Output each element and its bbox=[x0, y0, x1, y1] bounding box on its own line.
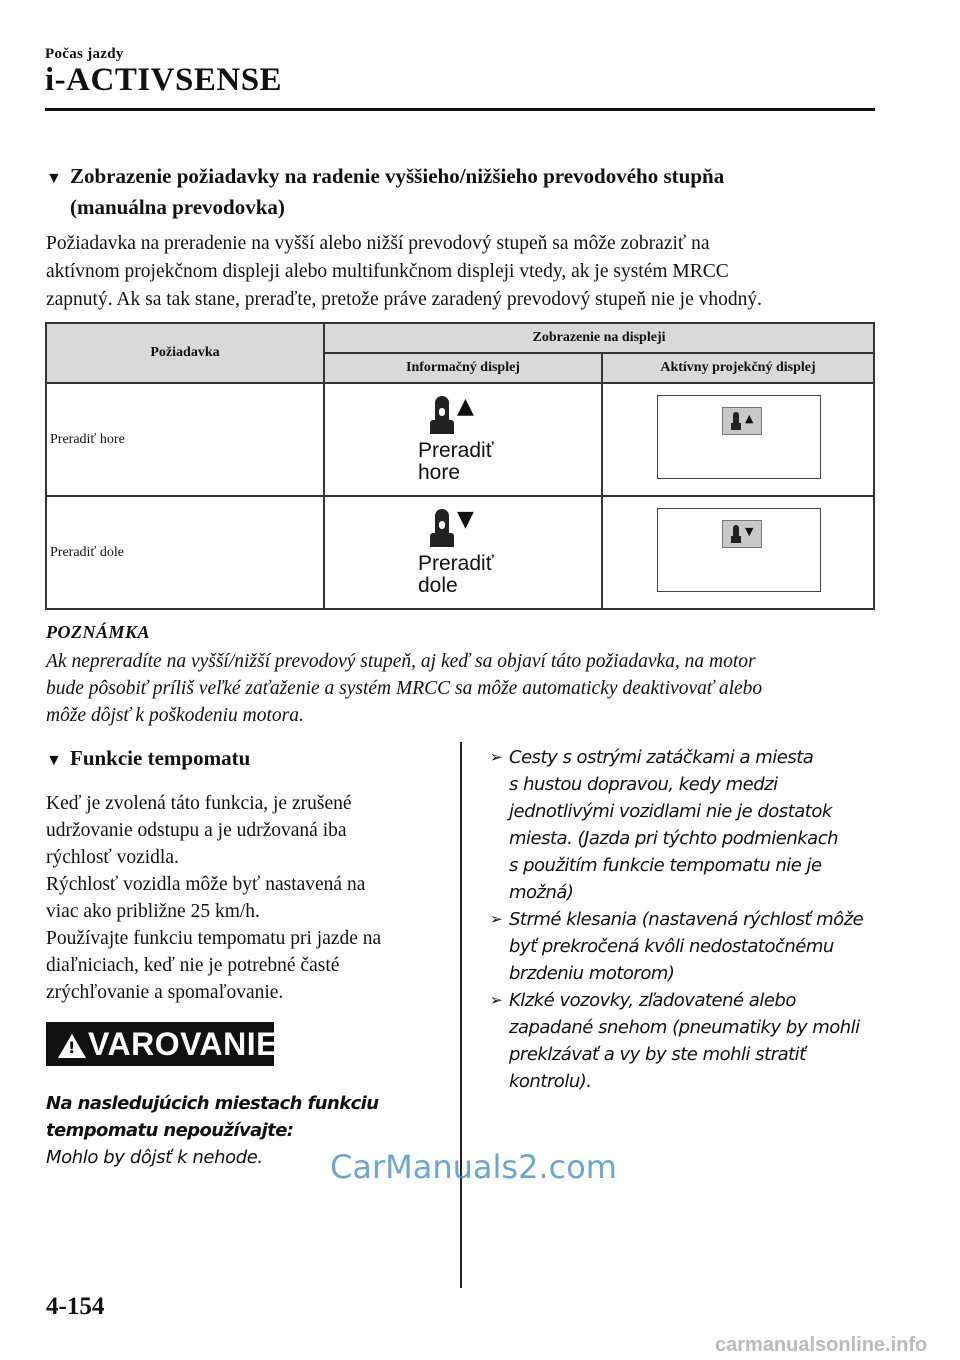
row-label: Preradiť dole bbox=[46, 496, 324, 609]
table-row bbox=[46, 496, 874, 609]
list-item: ➢ Cesty s ostrými zatáčkami a miesta s hustou dopravou, kedy medzi jednotlivými vozidlami nie je dostatok miesta. (Jazda pri týchto podmienkach s použitím funkcie tempomatu nie je možná) bbox=[492, 744, 892, 906]
list-item: ➢ Strmé klesania (nastavená rýchlosť môže byť prekročená kvôli nedostatočnému brzdeniu motorom) bbox=[492, 906, 892, 987]
arrow-bullet-icon: ➢ bbox=[490, 991, 503, 1009]
list-item: ➢ Klzké vozovky, zľadovatené alebo zapadané snehom (pneumatiky by mohli preklzávať a vy by ste mohli stratiť kontrolu). bbox=[492, 987, 892, 1095]
shift-down-arrow-icon: ▼ bbox=[457, 507, 474, 532]
col-hud-header: Aktívny projekčný displej bbox=[602, 353, 874, 383]
hud-display-cell bbox=[602, 496, 874, 609]
info-display-cell bbox=[324, 383, 602, 496]
warning-body: Na nasledujúcich miestach funkciu tempomatu nepoužívajte: Mohlo by dôjsť k nehode. bbox=[46, 1093, 379, 1168]
note-text: Ak nepreradíte na vyšší/nižší prevodový stupeň, aj keď sa objaví táto požiadavka, na motor bude pôsobiť príliš veľké zaťaženie a systém MRCC sa môže automaticky deaktivovať alebo môže dôjsť k poškodeniu motora. bbox=[46, 651, 763, 726]
gear-heading: ▼ Zobrazenie požiadavky na radenie vyššieho/nižšieho prevodového stupňa (manuálna prevodovka) bbox=[46, 164, 725, 219]
gear-paragraph: Požiadavka na preradenie na vyšší alebo nižší prevodový stupeň sa môže zobraziť na aktívnom projekčnom displeji alebo multifunkčnom displeji vtedy, ak je systém MRCC zapnutý. Ak sa tak stane, preraďte, pretože práve zaradený prevodový stupeň nie je vhodný. bbox=[46, 233, 762, 310]
cruise-heading: ▼ Funkcie tempomatu bbox=[46, 746, 251, 770]
info-display-text: Preradiť dole bbox=[418, 552, 494, 597]
column-divider bbox=[460, 742, 462, 1288]
gear-request-table bbox=[45, 322, 875, 610]
warning-bullet-list bbox=[492, 744, 892, 1095]
note-title: POZNÁMKA bbox=[46, 622, 151, 642]
col-request-header: Požiadavka bbox=[46, 323, 324, 383]
chapter-title: i-ACTIVSENSE bbox=[45, 62, 283, 98]
col-info-header: Informačný displej bbox=[324, 353, 602, 383]
info-display-cell bbox=[324, 496, 602, 609]
warning-label: VAROVANIE bbox=[88, 1026, 278, 1062]
footer-site: carmanualsonline.info bbox=[715, 1334, 928, 1356]
gear-shift-icon bbox=[430, 394, 454, 434]
header-rule bbox=[45, 108, 875, 111]
arrow-bullet-icon: ➢ bbox=[490, 910, 503, 928]
hud-gear-icon bbox=[722, 407, 762, 435]
page-number: 4-154 bbox=[46, 1293, 105, 1320]
table-row bbox=[46, 383, 874, 496]
shift-up-arrow-icon: ▲ bbox=[457, 394, 474, 419]
hud-gear-icon bbox=[722, 520, 762, 548]
info-display-text: Preradiť hore bbox=[418, 439, 494, 484]
hud-display-cell bbox=[602, 383, 874, 496]
section-label: Počas jazdy bbox=[45, 46, 124, 62]
hud-down-arrow-icon: ▼ bbox=[745, 525, 754, 538]
hud-screen bbox=[657, 508, 821, 592]
row-label: Preradiť hore bbox=[46, 383, 324, 496]
warning-banner: ! VAROVANIE bbox=[46, 1022, 274, 1066]
hud-up-arrow-icon: ▲ bbox=[745, 412, 754, 425]
arrow-bullet-icon: ➢ bbox=[490, 748, 503, 766]
triangle-bullet-icon: ▼ bbox=[46, 170, 62, 187]
gear-shift-icon bbox=[430, 507, 454, 547]
cruise-paragraph: Keď je zvolená táto funkcia, je zrušené udržovanie odstupu a je udržovaná iba rýchlosť vozidla. Rýchlosť vozidla môže byť nastavená na viac ako približne 25 km/h. Používajte funkciu tempomatu pri jazde na diaľniciach, keď nie je potrebné časté zrýchľovanie a spomaľovanie. bbox=[46, 793, 382, 1003]
col-display-header: Zobrazenie na displeji bbox=[324, 323, 874, 353]
watermark: CarManuals2.com bbox=[330, 1148, 617, 1186]
triangle-bullet-icon: ▼ bbox=[46, 752, 62, 769]
hud-screen bbox=[657, 395, 821, 479]
